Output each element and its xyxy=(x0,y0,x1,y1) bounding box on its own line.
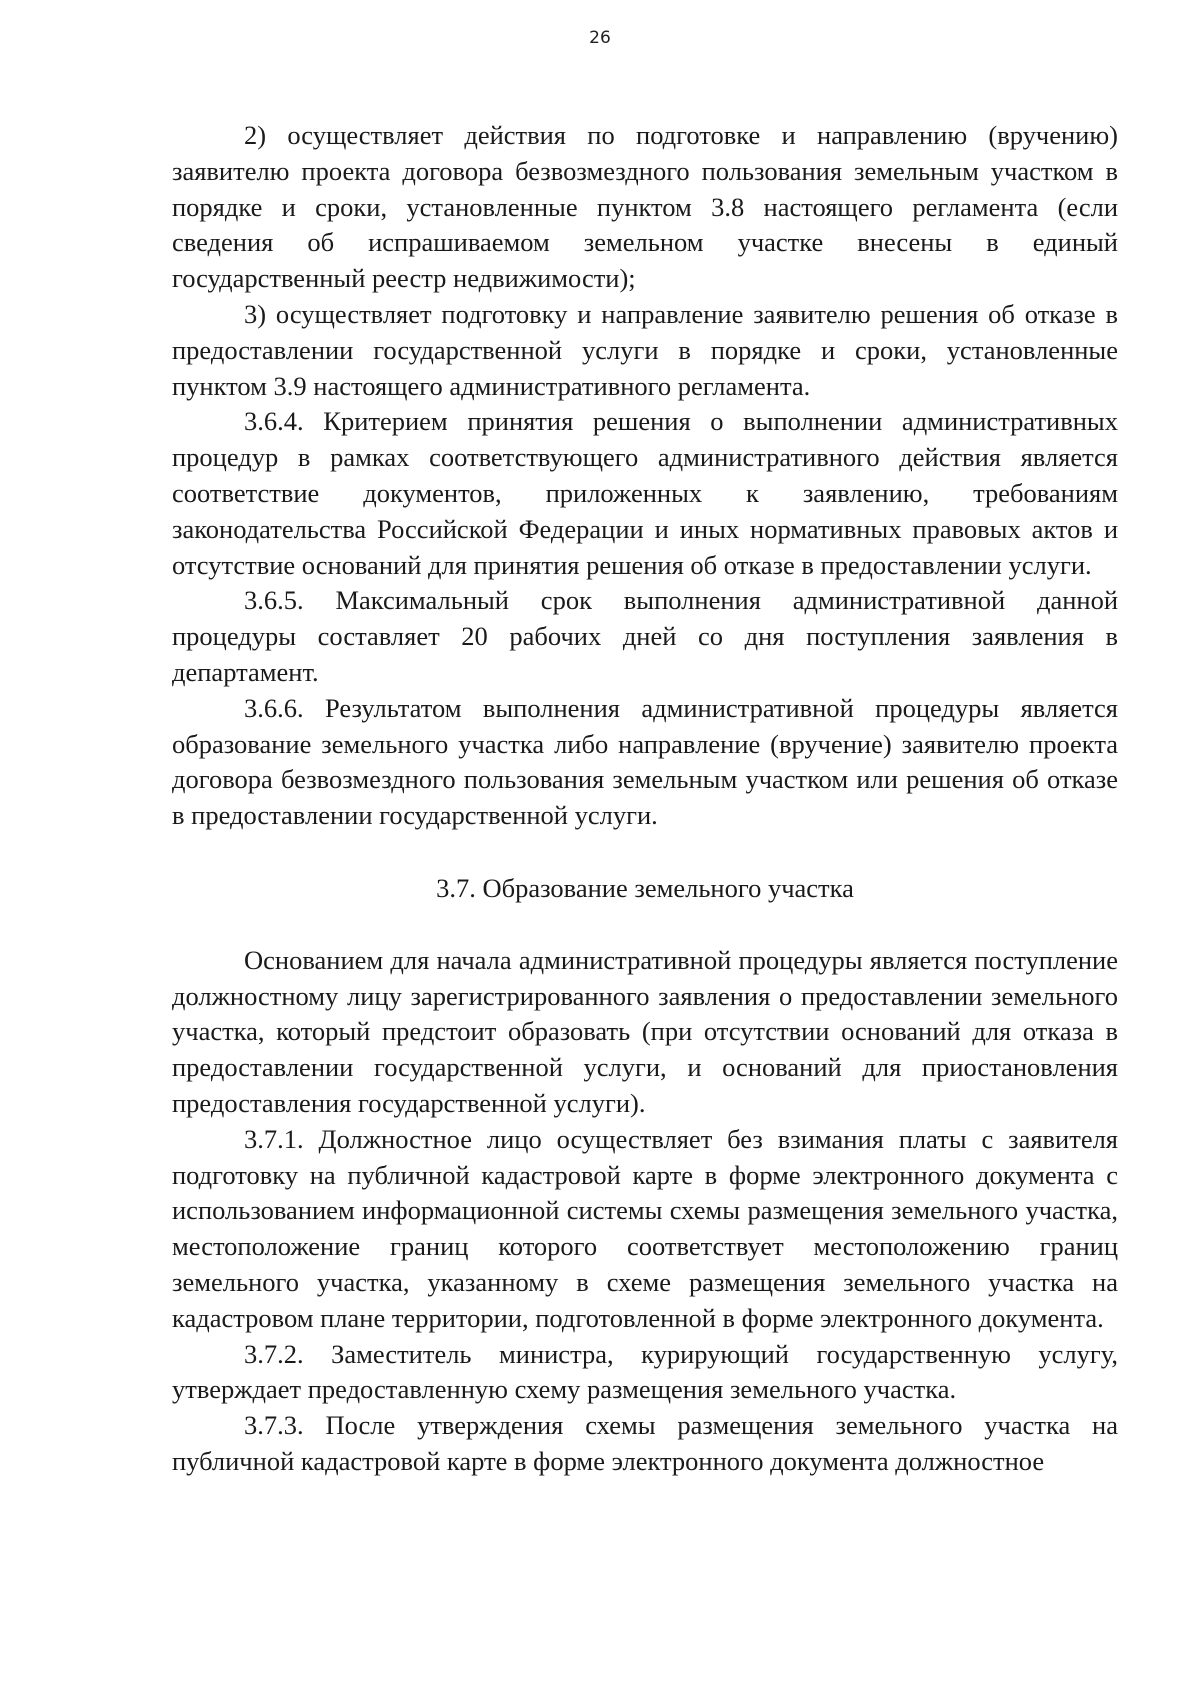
paragraph-item-3: 3) осуществляет подготовку и направление заявителю решения об отказе в предоставлении государственной услуги в порядке и сроки, установленные пунктом 3.9 настоящего административного регламента. xyxy=(172,298,1118,401)
paragraph-3-7-3: 3.7.3. После утверждения схемы размещения земельного участка на публичной кадастровой карте в форме электронного документа должностное xyxy=(172,1410,1118,1476)
section-heading-3-7: 3.7. Образование земельного участка xyxy=(436,872,854,903)
paragraph-3-6-6: 3.6.6. Результатом выполнения административной процедуры является образование земельного участка либо направление (вручение) заявителю проекта договора безвозмездного пользования земельным участком или решения об отказе в предоставлении государственной услуги. xyxy=(172,692,1118,831)
paragraph-3-6-4: 3.6.4. Критерием принятия решения о выполнении административных процедур в рамках соответствующего административного действия является соответствие документов, приложенных к заявлению, требованиям законодательства Российской Федерации и иных нормативных правовых актов и отсутствие оснований для принятия решения об отказе в предоставлении услуги. xyxy=(172,406,1118,580)
paragraph-3-7-2: 3.7.2. Заместитель министра, курирующий государственную услугу, утверждает предоставленную схему размещения земельного участка. xyxy=(172,1338,1118,1405)
paragraph-basis: Основанием для начала административной процедуры является поступление должностному лицу зарегистрированного заявления о предоставлении земельного участка, который предстоит образовать (при отсутствии оснований для отказа в предоставлении государственной услуги, и оснований для приостановления предоставления государственной услуги). xyxy=(172,944,1118,1118)
paragraph-item-2: 2) осуществляет действия по подготовке и направлению (вручению) заявителю проекта договора безвозмездного пользования земельным участком в порядке и сроки, установленные пунктом 3.8 настоящего регламента (если сведения об испрашиваемом земельном участке внесены в единый государственный реестр недвижимости); xyxy=(172,120,1118,294)
paragraph-3-6-5: 3.6.5. Максимальный срок выполнения административной данной процедуры составляет 20 рабочих дней со дня поступления заявления в департамент. xyxy=(172,585,1118,687)
page-number: 26 xyxy=(589,28,611,48)
document-body xyxy=(172,118,1118,1480)
paragraph-3-7-1: 3.7.1. Должностное лицо осуществляет без взимания платы с заявителя подготовку на публичной кадастровой карте в форме электронного документа с использованием информационной системы схемы размещения земельного участка, местоположение границ которого соответствует местоположению границ земельного участка, указанному в схеме размещения земельного участка на кадастровом плане территории, подготовленной в форме электронного документа. xyxy=(172,1123,1118,1333)
